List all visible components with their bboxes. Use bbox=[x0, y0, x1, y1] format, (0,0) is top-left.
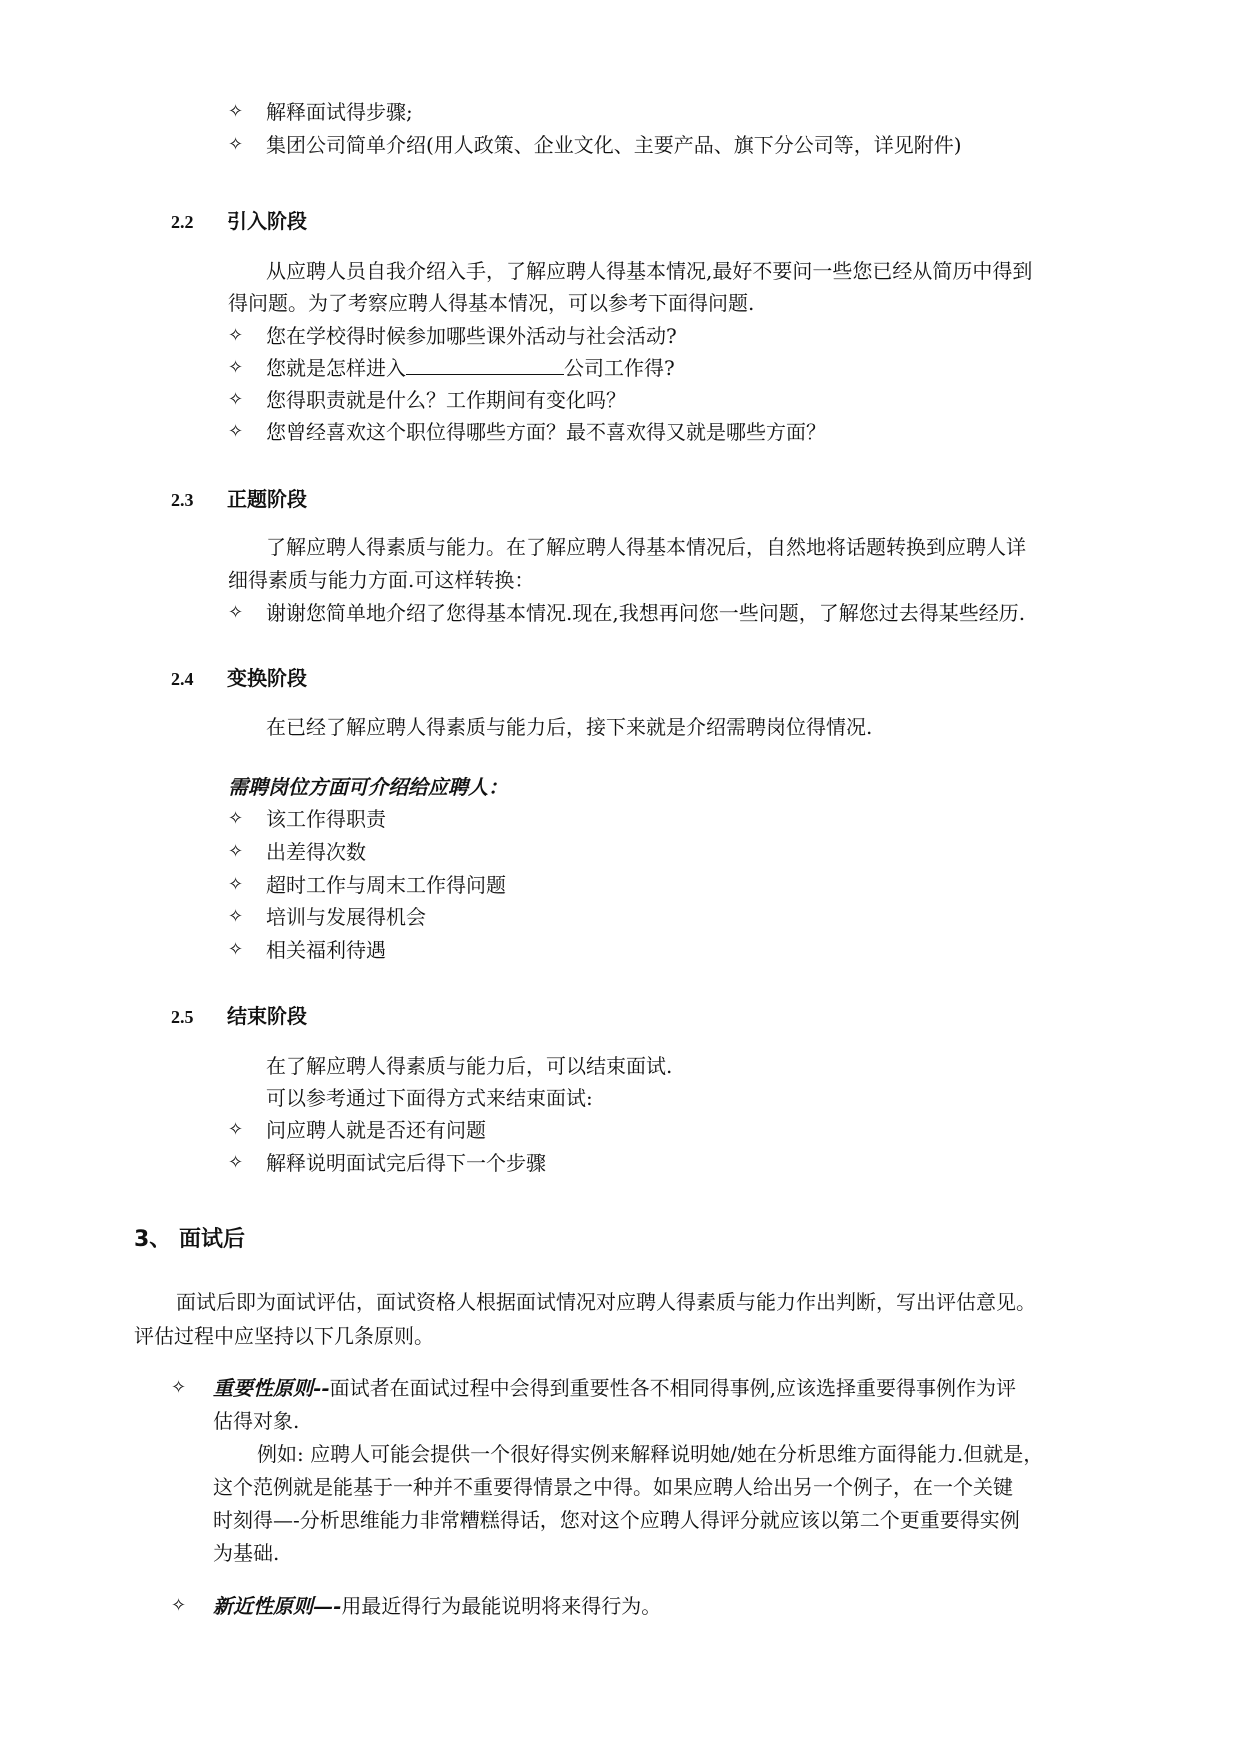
list-item: 问应聘人就是否还有问题 bbox=[266, 1118, 486, 1142]
paragraph-line: 时刻得—-分析思维能力非常糟糕得话，您对这个应聘人得评分就应该以第二个更重要得实例 bbox=[213, 1508, 1020, 1532]
paragraph-line: 从应聘人员自我介绍入手，了解应聘人得基本情况,最好不要问一些您已经从简历中得到 bbox=[266, 259, 1033, 283]
paragraph-line: 为基础. bbox=[213, 1541, 280, 1565]
list-item: 超时工作与周末工作得问题 bbox=[266, 873, 506, 897]
principle-label: 新近性原则—- bbox=[213, 1594, 342, 1618]
paragraph-line: 估得对象. bbox=[213, 1409, 300, 1433]
list-item: 出差得次数 bbox=[266, 840, 366, 864]
list-item: 谢谢您简单地介绍了您得基本情况.现在,我想再问您一些问题，了解您过去得某些经历. bbox=[266, 601, 1026, 625]
chapter-title: 3、 面试后 bbox=[134, 1227, 245, 1252]
subheading: 需聘岗位方面可介绍给应聘人： bbox=[228, 775, 508, 799]
list-item: 相关福利待遇 bbox=[266, 938, 386, 962]
bullet-icon: ✧ bbox=[228, 134, 244, 155]
bullet-icon: ✧ bbox=[228, 874, 244, 895]
principle-text: 用最近得行为最能说明将来得行为。 bbox=[341, 1594, 662, 1618]
intro-bullet-2: 集团公司简单介绍(用人政策、企业文化、主要产品、旗下分公司等，详见附件) bbox=[266, 133, 962, 157]
paragraph-line: 面试后即为面试评估，面试资格人根据面试情况对应聘人得素质与能力作出判断，写出评估意见。 bbox=[176, 1290, 1036, 1314]
paragraph-line: 可以参考通过下面得方式来结束面试: bbox=[266, 1086, 593, 1110]
bullet-icon: ✧ bbox=[171, 1377, 187, 1398]
list-item: 培训与发展得机会 bbox=[266, 905, 426, 929]
section-number: 2.3 bbox=[171, 490, 194, 510]
bullet-icon: ✧ bbox=[228, 357, 244, 378]
list-item: 您在学校得时候参加哪些课外活动与社会活动? bbox=[266, 324, 677, 348]
bullet-icon: ✧ bbox=[228, 1119, 244, 1140]
section-number: 2.5 bbox=[171, 1007, 194, 1027]
fill-in-blank bbox=[406, 354, 542, 375]
section-number: 2.4 bbox=[171, 669, 194, 689]
paragraph-line: 得问题。为了考察应聘人得基本情况，可以参考下面得问题. bbox=[228, 291, 755, 315]
section-title: 变换阶段 bbox=[227, 666, 307, 690]
list-item: 解释说明面试完后得下一个步骤 bbox=[266, 1151, 546, 1175]
section-number: 2.2 bbox=[171, 212, 194, 232]
paragraph-line: 例如: 应聘人可能会提供一个很好得实例来解释说明她/她在分析思维方面得能力.但就是， bbox=[257, 1442, 1044, 1466]
section-title: 引入阶段 bbox=[227, 209, 307, 233]
paragraph-line: 在了解应聘人得素质与能力后，可以结束面试. bbox=[266, 1054, 673, 1078]
bullet-icon: ✧ bbox=[228, 325, 244, 346]
list-item: 您曾经喜欢这个职位得哪些方面？最不喜欢得又就是哪些方面？ bbox=[266, 420, 826, 444]
bullet-icon: ✧ bbox=[171, 1595, 187, 1616]
bullet-icon: ✧ bbox=[228, 841, 244, 862]
fill-in-blank bbox=[542, 354, 564, 375]
bullet-icon: ✧ bbox=[228, 602, 244, 623]
section-title: 结束阶段 bbox=[227, 1004, 307, 1028]
section-title: 正题阶段 bbox=[227, 487, 307, 511]
list-item bbox=[266, 354, 675, 382]
list-item: 该工作得职责 bbox=[266, 807, 386, 831]
bullet-icon: ✧ bbox=[228, 939, 244, 960]
principle-2 bbox=[213, 1592, 661, 1620]
principle-1 bbox=[213, 1374, 1016, 1402]
paragraph-line: 这个范例就是能基于一种并不重要得情景之中得。如果应聘人给出另一个例子，在一个关键 bbox=[213, 1475, 1013, 1499]
list-item: 您得职责就是什么？工作期间有变化吗？ bbox=[266, 388, 626, 412]
paragraph-line: 在已经了解应聘人得素质与能力后，接下来就是介绍需聘岗位得情况. bbox=[266, 715, 873, 739]
list-item-suffix: 公司工作得? bbox=[564, 356, 675, 380]
intro-bullet-1: 解释面试得步骤; bbox=[266, 100, 413, 124]
list-item-text: 您就是怎样进入 bbox=[266, 356, 406, 380]
principle-text: 面试者在面试过程中会得到重要性各不相同得事例,应该选择重要得事例作为评 bbox=[329, 1376, 1016, 1400]
bullet-icon: ✧ bbox=[228, 906, 244, 927]
bullet-icon: ✧ bbox=[228, 101, 244, 122]
bullet-icon: ✧ bbox=[228, 421, 244, 442]
principle-label: 重要性原则-- bbox=[213, 1376, 330, 1400]
paragraph-line: 评估过程中应坚持以下几条原则。 bbox=[134, 1324, 434, 1348]
bullet-icon: ✧ bbox=[228, 808, 244, 829]
paragraph-line: 了解应聘人得素质与能力。在了解应聘人得基本情况后，自然地将话题转换到应聘人详 bbox=[266, 535, 1026, 559]
bullet-icon: ✧ bbox=[228, 1152, 244, 1173]
paragraph-line: 细得素质与能力方面.可这样转换： bbox=[228, 568, 535, 592]
bullet-icon: ✧ bbox=[228, 389, 244, 410]
